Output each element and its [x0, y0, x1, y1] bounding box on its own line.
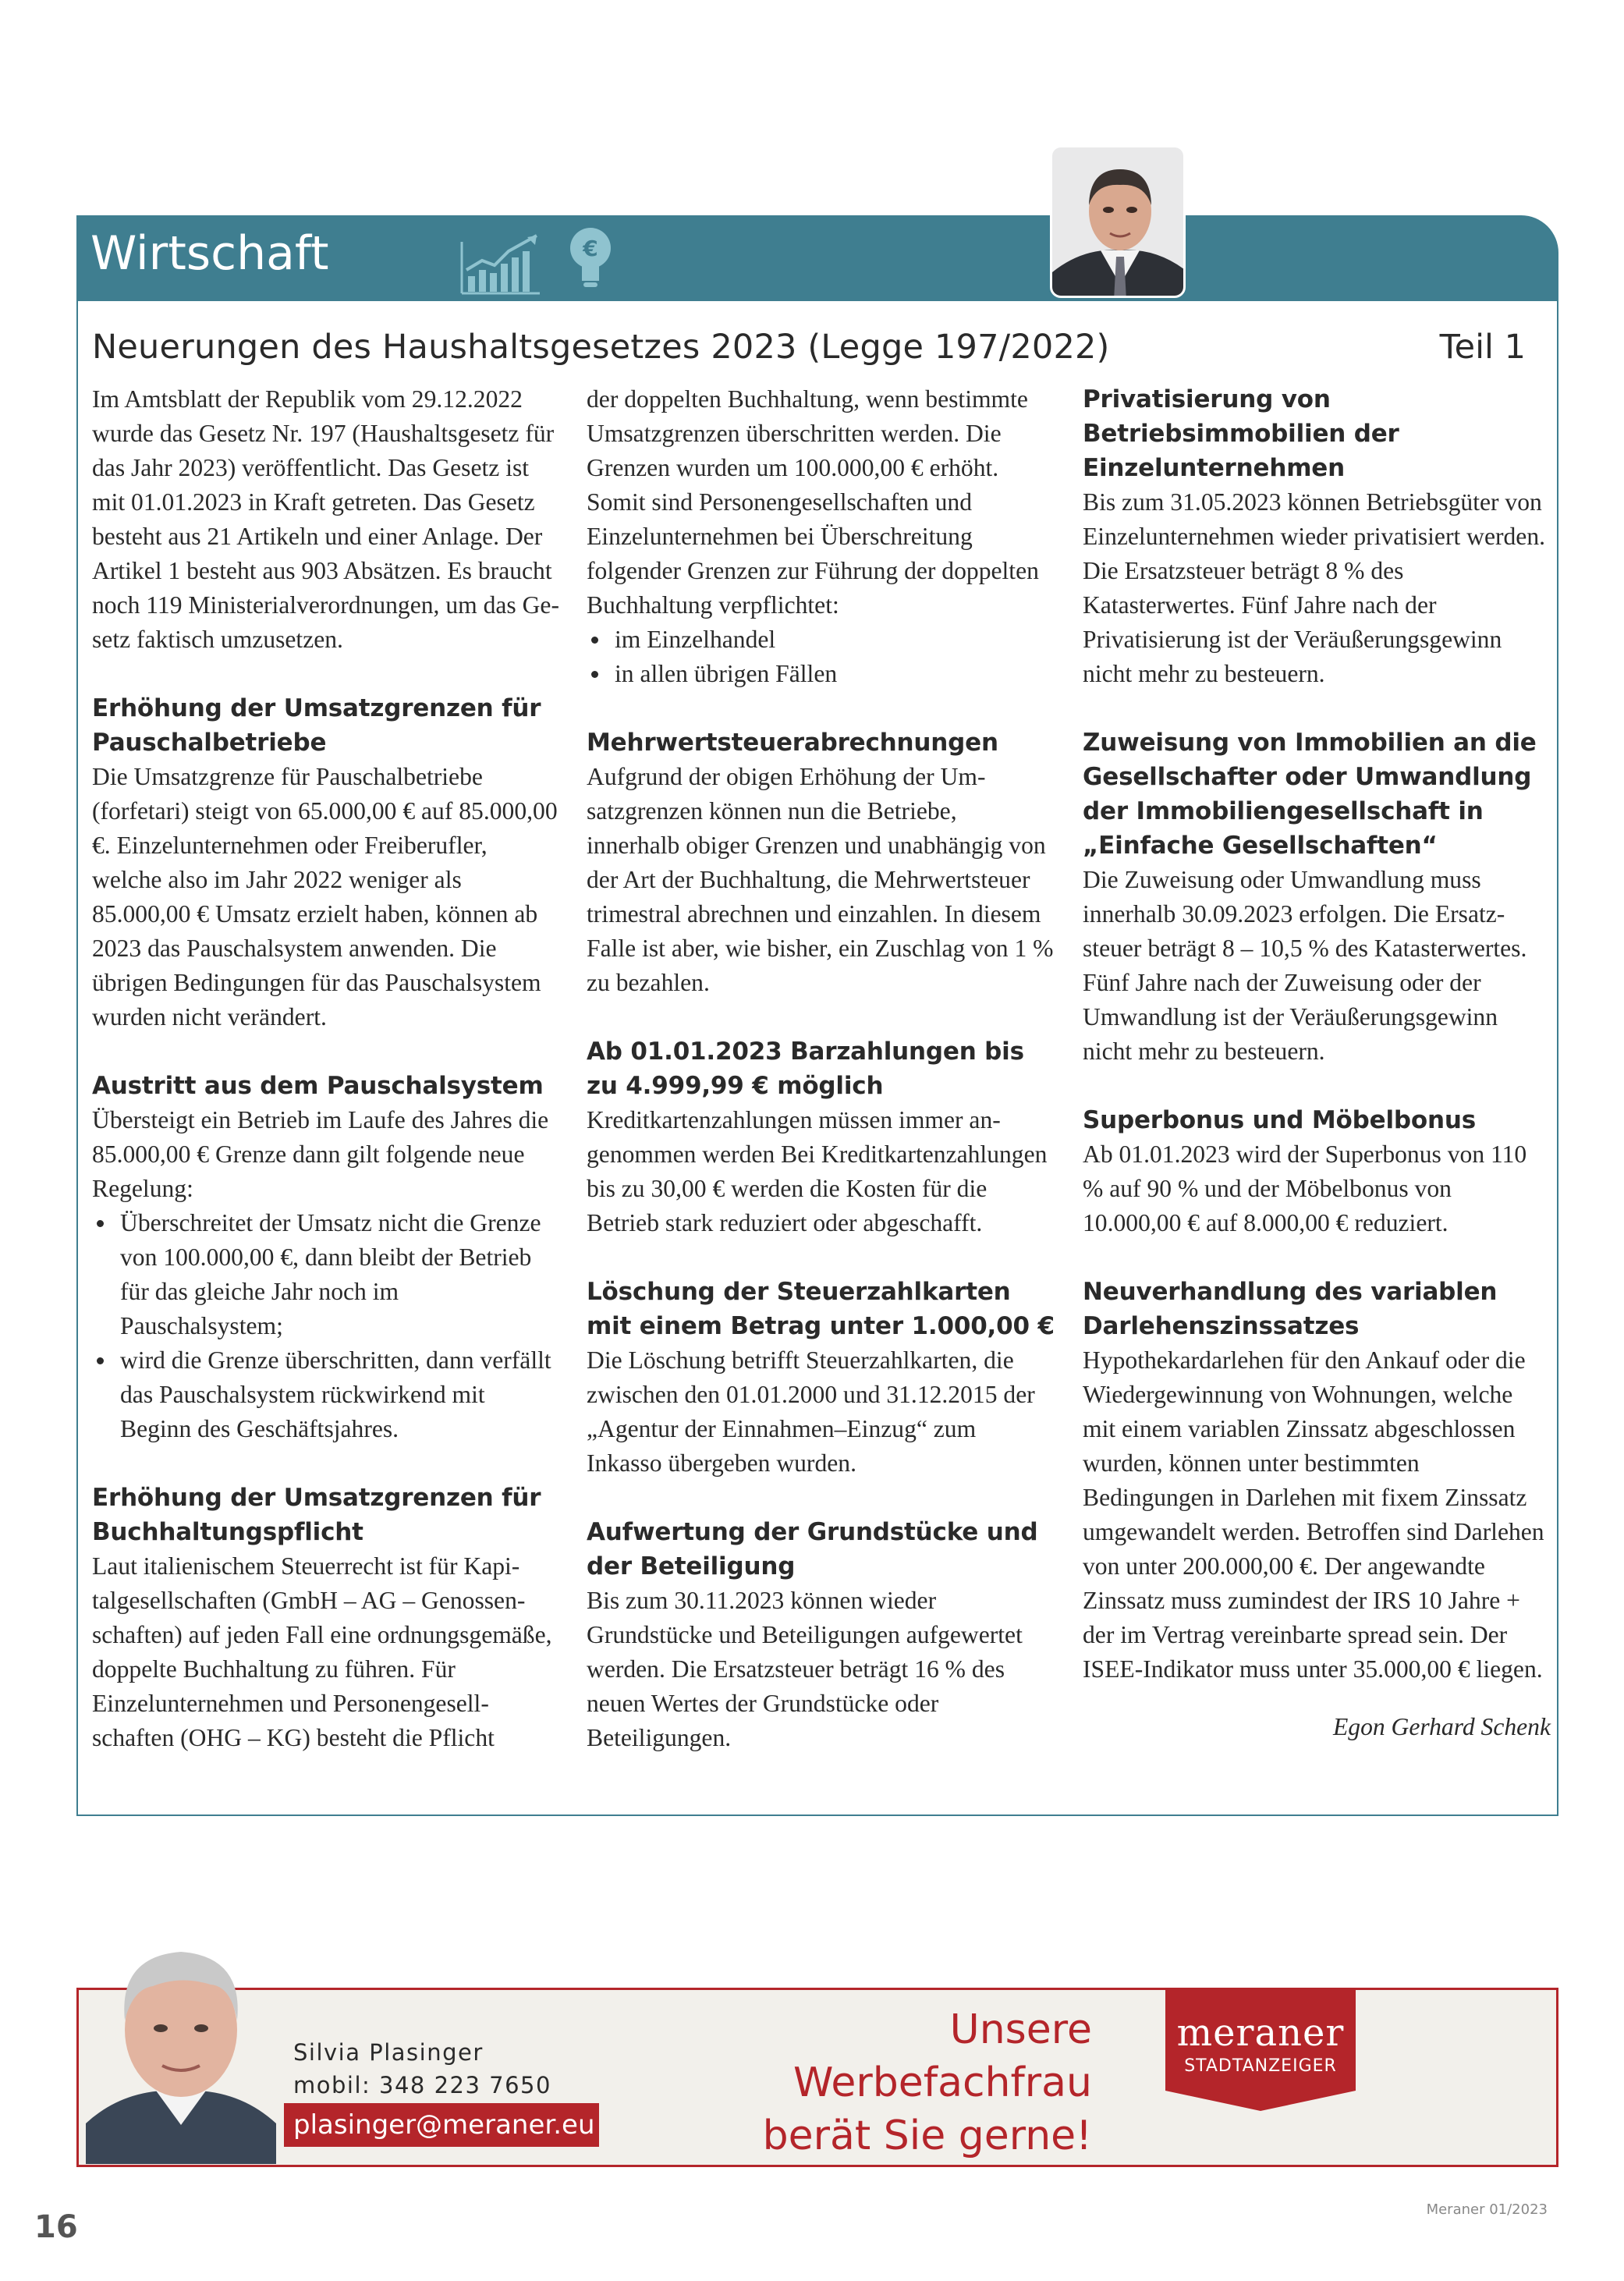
- intro-paragraph: Im Amtsblatt der Republik vom 29.12.2022 wurde das Gesetz Nr. 197 (Haushaltsgesetz für das Jahr 2023) veröffentlicht. Das Gesetz ist mit 01.01.2023 in Kraft getreten. Das Gesetz besteht aus 21 Artikeln und einer Anlage. Der Artikel 1 besteht aus 903 Absätzen. Es braucht noch 119 Ministerialverordnungen, um das Gesetz faktisch umzusetzen.: [92, 385, 559, 653]
- subheading: Zuweisung von Immobilien an die Gesellschafter oder Umwandlung der Immobiliengesellschaft in „Einfache Gesellschaften“: [1083, 729, 1537, 860]
- article-frame: [76, 301, 1558, 1816]
- ad-contact-photo: [78, 1921, 284, 2164]
- paragraph: Laut italienischem Steuerrecht ist für Kapitalgesellschaften (GmbH – AG – Genossenschaften) auf jeden Fall eine ordnungsgemäße, doppelte Buchhaltung zu führen. Für Einzelunternehmen und Personengesellschaften (OHG – KG) besteht die Pflicht: [92, 1552, 552, 1751]
- subheading: Erhöhung der Umsatzgrenzen für Pauschalbetriebe: [92, 694, 541, 757]
- list-item: wird die Grenze überschritten, dann verfällt das Pauschalsystem rückwirkend mit Beginn des Geschäftsjahres.: [92, 1343, 560, 1446]
- section-header-bar: [76, 215, 1558, 301]
- subheading: Erhöhung der Umsatzgrenzen für Buchhaltungspflicht: [92, 1484, 541, 1546]
- part-label: Teil 1: [1439, 328, 1526, 367]
- subheading: Neuverhandlung des variablen Darlehenszinssatzes: [1083, 1278, 1498, 1340]
- list-item: im Einzelhandel: [587, 623, 1055, 657]
- issue-label: Meraner 01/2023: [1426, 2201, 1548, 2218]
- section-title: Wirtschaft: [90, 226, 329, 281]
- paragraph: Bis zum 30.11.2023 können wieder Grundstücke und Beteiligungen aufgewertet werden. Die Ersatzsteuer beträgt 16 % des neuen Wertes der Grundstücke oder Beteiligungen.: [587, 1587, 1023, 1751]
- column-3: [1083, 382, 1551, 1744]
- paragraph: Aufgrund der obigen Erhöhung der Umsatzgrenzen können nun die Betriebe, innerhalb obiger Grenzen und unabhängig von der Art der Buchhaltung, die Mehrwertsteuer trimestral abrechnen und einzahlen. In diesem Falle ist aber, wie bisher, ein Zuschlag von 1 % zu bezahlen.: [587, 763, 1054, 996]
- column-1: [92, 382, 560, 1755]
- subheading: Aufwertung der Grundstücke und der Beteiligung: [587, 1518, 1038, 1580]
- subheading: Superbonus und Möbelbonus: [1083, 1106, 1476, 1134]
- ad-slogan: [655, 2003, 1092, 2162]
- paragraph: Die Umsatzgrenze für Pauschalbetriebe (forfetari) steigt von 65.000,00 € auf 85.000,00 €. Einzelunternehmen oder Freiberufler, welche also im Jahr 2022 weniger als 85.000,00 € Umsatz erzielt haben, können ab 2023 das Pauschalsystem anwenden. Die übrigen Bedingungen für das Pauschalsystem wurden nicht verändert.: [92, 763, 558, 1031]
- subheading: Austritt aus dem Pauschalsystem: [92, 1072, 544, 1100]
- paragraph: Bis zum 31.05.2023 können Betriebsgüter von Einzelunternehmen wieder privatisiert werden. Die Ersatzsteuer beträgt 8 % des Katasterwertes. Fünf Jahre nach der Privatisierung ist der Veräußerungsgewinn nicht mehr zu besteuern.: [1083, 488, 1546, 687]
- author-portrait: [1050, 145, 1186, 298]
- meraner-logo: [1165, 1988, 1356, 2111]
- bullet-list: [587, 623, 1055, 691]
- lightbulb-euro-icon: [566, 225, 615, 290]
- svg-text:€: €: [583, 236, 598, 261]
- ad-slogan-line-2: berät Sie gerne!: [762, 2112, 1092, 2159]
- ad-contact-phone: mobil: 348 223 7650: [293, 2072, 551, 2098]
- logo-subtitle: STADTANZEIGER: [1184, 2056, 1337, 2076]
- list-item: in allen übrigen Fällen: [587, 657, 1055, 691]
- author-byline: Egon Gerhard Schenk: [1332, 1713, 1551, 1740]
- logo-wordmark: meraner: [1176, 2011, 1345, 2055]
- list-item: Überschreitet der Umsatz nicht die Grenze von 100.000,00 €, dann bleibt der Betrieb für das gleiche Jahr noch im Pauschalsystem;: [92, 1206, 560, 1343]
- paragraph: Die Zuweisung oder Umwandlung muss innerhalb 30.09.2023 erfolgen. Die Ersatzsteuer beträgt 8 – 10,5 % des Katasterwertes. Fünf Jahre nach der Zuweisung oder der Umwandlung ist der Veräußerungsgewinn nicht mehr zu besteuern.: [1083, 866, 1527, 1065]
- ad-contact-email[interactable]: plasinger@meraner.eu: [284, 2103, 599, 2147]
- paragraph: der doppelten Buchhaltung, wenn bestimmte Umsatzgrenzen überschritten werden. Die Grenzen wurden um 100.000,00 € erhöht. Somit sind Personengesellschaften und Einzelunternehmen bei Überschreitung folgender Grenzen zur Führung der doppelten Buchhaltung verpflichtet:: [587, 385, 1039, 619]
- paragraph: Ab 01.01.2023 wird der Superbonus von 110 % auf 90 % und der Möbelbonus von 10.000,00 € auf 8.000,00 € reduziert.: [1083, 1140, 1527, 1236]
- paragraph: Die Löschung betrifft Steuerzahlkarten, die zwischen den 01.01.2000 und 31.12.2015 der „Agentur der Einnahmen–Einzug“ zum Inkasso übergeben wurden.: [587, 1346, 1035, 1477]
- paragraph: Hypothekardarlehen für den Ankauf oder die Wiedergewinnung von Wohnungen, welche mit einem variablen Zinssatz abgeschlossen wurden, können unter bestimmten Bedingungen in Darlehen mit fixem Zinssatz umgewandelt werden. Betroffen sind Darlehen von unter 200.000,00 €. Der angewandte Zinssatz muss zumindest der IRS 10 Jahre + der im Vertrag vereinbarte spread sein. Der ISEE-Indikator muss unter 35.000,00 € liegen.: [1083, 1346, 1544, 1683]
- article-title: Neuerungen des Haushaltsgesetzes 2023 (Legge 197/2022): [92, 328, 1110, 367]
- page-number: 16: [34, 2209, 78, 2245]
- subheading: Ab 01.01.2023 Barzahlungen bis zu 4.999,99 € möglich: [587, 1038, 1024, 1100]
- paragraph: Kreditkartenzahlungen müssen immer angenommen werden Bei Kreditkartenzahlungen bis zu 30,00 € werden die Kosten für die Betrieb stark reduziert oder abgeschafft.: [587, 1106, 1048, 1236]
- ad-contact-name: Silvia Plasinger: [293, 2039, 484, 2066]
- subheading: Mehrwertsteuerabrechnungen: [587, 729, 998, 757]
- ad-slogan-line-1: Unsere Werbefachfrau: [793, 2006, 1092, 2106]
- column-2: [587, 382, 1055, 1755]
- chart-growth-icon: [459, 234, 544, 296]
- subheading: Privatisierung von Betriebsimmobilien der Einzelunternehmen: [1083, 385, 1399, 482]
- subheading: Löschung der Steuerzahlkarten mit einem Betrag unter 1.000,00 €: [587, 1278, 1055, 1340]
- paragraph: Übersteigt ein Betrieb im Laufe des Jahres die 85.000,00 € Grenze dann gilt folgende neue Regelung:: [92, 1106, 549, 1202]
- bullet-list: [92, 1206, 560, 1446]
